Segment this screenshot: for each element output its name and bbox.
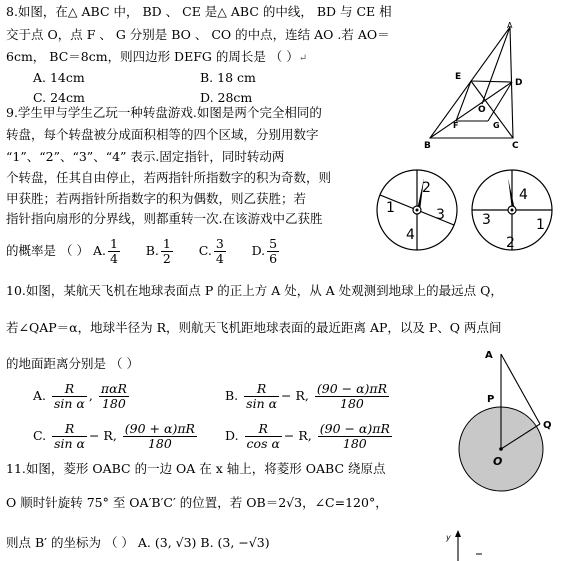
q10-option-b: B. $\frac{R}{\text{sin α}}$ − R, $\frac{(90 - \alpha)\pi R}{180}$	[225, 381, 388, 411]
q9-option-a-fraction: $\frac{1}{4}$	[109, 236, 118, 266]
q8-label-a: A	[507, 21, 513, 30]
q10-line-2: 若∠QAP＝α，地球半径为 R，则航天飞机距地球表面的最近距离 AP，以及 P、Q 两点间	[6, 320, 502, 335]
q8-option-b: B. 18 cm	[200, 70, 256, 85]
q8-line-3: 6cm， BC＝8cm，则四边形 DEFG 的周长是 （ ）↵	[6, 49, 308, 64]
q8-option-c: C. 24cm	[33, 90, 85, 105]
spinner-1-number: 4	[406, 227, 415, 243]
q10-option-c: C. $\frac{R}{\text{sin α}}$ − R, $\frac{(90 + \alpha)\pi R}{180}$	[33, 421, 195, 451]
q11-line-2: O 顺时针旋转 75° 至 OA′B′C′ 的位置，若 OB＝2√3，∠C=120°，	[6, 495, 388, 510]
spinner-1-number: 2	[422, 180, 431, 196]
q9-line-4: 个转盘，任其自由停止，若两指针所指数字的积为奇数，则	[6, 170, 332, 185]
q10-earth-figure	[455, 342, 555, 497]
q8-label-b: B	[424, 141, 431, 150]
q9-option-d-fraction: $\frac{5}{6}$	[269, 236, 278, 266]
return-mark: ↵	[298, 53, 308, 64]
spinner-2-number: 2	[506, 235, 515, 251]
q11-line-1: 11.如图，菱形 OABC 的一边 OA 在 x 轴上，将菱形 OABC 绕原点	[6, 461, 386, 476]
q9-line-7: 的概率是 （ ） A. $\frac{1}{4}$ B. $\frac{1}{2}$ C. $\frac{3}{4}$ D. $\frac{5}{6}$	[6, 236, 278, 266]
q8-line-2: 交于点 O，点 F 、 G 分别是 BO 、 CO 的中点，连结 AO .若 AO＝	[6, 27, 390, 42]
spinner-2-number: 4	[519, 187, 528, 203]
q8-label-d: D	[515, 78, 523, 88]
q11-label-y: y	[446, 533, 451, 542]
q9-line-1: 9.学生甲与学生乙玩一种转盘游戏.如图是两个完全相同的	[6, 105, 322, 120]
spinner-1-number: 1	[386, 200, 395, 216]
q10-option-a: A. $\frac{R}{\text{sin α}}$ , $\frac{\text{παR}}{180}$	[33, 381, 127, 411]
q10-label-o: O	[493, 455, 503, 468]
q10-label-a: A	[485, 350, 493, 361]
q8-triangle-figure	[418, 18, 530, 150]
spinner-1-number: 3	[436, 207, 445, 223]
q8-option-a: A. 14cm	[33, 70, 85, 85]
q8-label-g: G	[493, 121, 500, 130]
q10-label-q: Q	[543, 420, 552, 431]
q8-label-e: E	[455, 72, 462, 82]
q8-line-1: 8.如图，在△ ABC 中， BD 、 CE 是△ ABC 的中线， BD 与 CE 相	[6, 4, 392, 19]
q9-line-3: “1”、“2”、“3”、“4” 表示.固定指针，同时转动两	[6, 149, 285, 164]
q9-line-6: 指针指向扇形的分界线，则都重转一次.在该游戏中乙获胜	[6, 211, 323, 226]
q9-option-b-fraction: $\frac{1}{2}$	[162, 236, 171, 266]
q10-option-d: D. $\frac{R}{\text{cos α}}$ − R, $\frac{(90 - \alpha)\pi R}{180}$	[225, 421, 390, 451]
q8-option-d: D. 28cm	[200, 90, 253, 105]
q10-line-3: 的地面距离分别是 （ ）	[6, 356, 139, 371]
q8-label-o: O	[478, 105, 486, 115]
q8-label-f: F	[453, 121, 459, 130]
q8-label-c: C	[512, 141, 519, 150]
q10-label-p: P	[487, 394, 495, 405]
q9-line-2: 转盘，每个转盘被分成面积相等的四个区域，分别用数字	[6, 127, 319, 142]
q11-axis-figure	[440, 528, 500, 561]
spinner-2-number: 3	[482, 212, 491, 228]
q11-line-3: 则点 B′ 的坐标为 （ ） A. (3, √3) B. (3, −√3)	[6, 535, 270, 550]
q9-option-c-fraction: $\frac{3}{4}$	[215, 236, 224, 266]
q10-line-1: 10.如图，某航天飞机在地球表面点 P 的正上方 A 处，从 A 处观测到地球上的最远点 Q，	[6, 283, 503, 298]
q9-spinner-figure	[372, 164, 562, 260]
q9-line-5: 甲获胜；若两指针所指数字的积为偶数，则乙获胜；若	[6, 191, 307, 206]
spinner-2-number: 1	[536, 217, 545, 233]
